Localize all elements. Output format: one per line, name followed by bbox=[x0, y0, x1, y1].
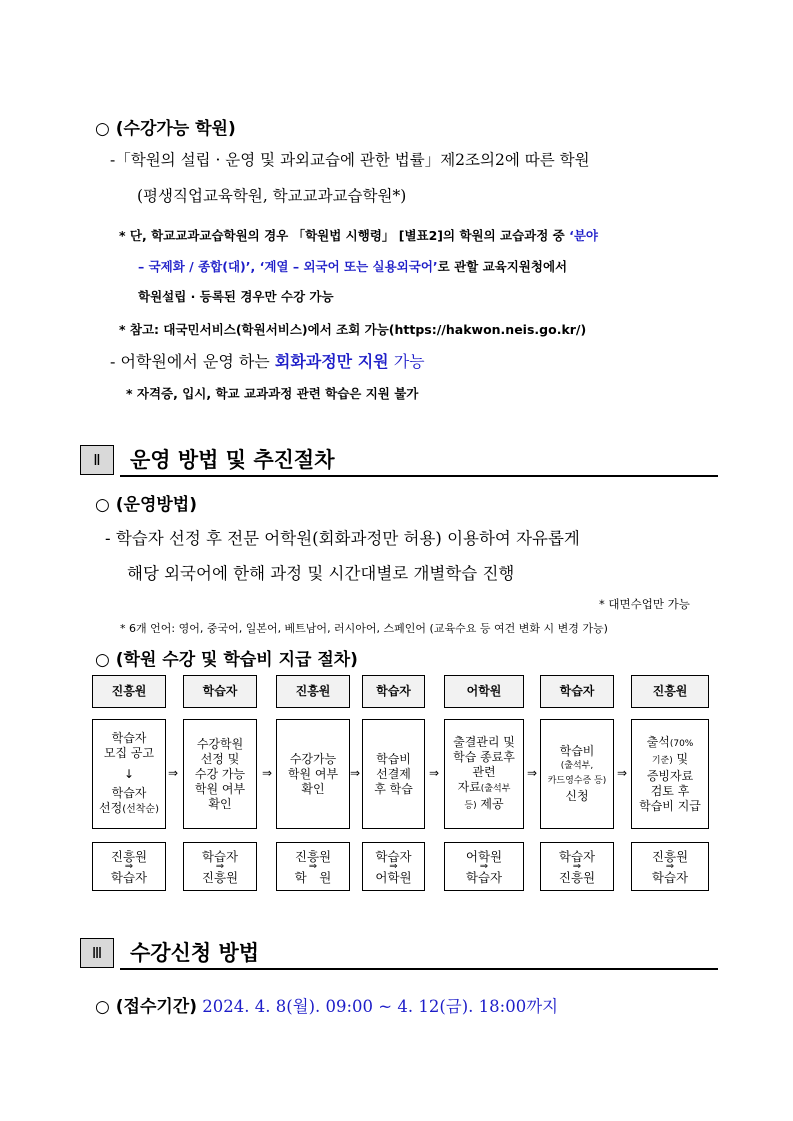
flow-header-5: 어학원 bbox=[444, 675, 524, 708]
note-academy-restriction-line3: 학원설립 · 등록된 경우만 수강 가능 bbox=[138, 289, 334, 304]
flow-route-6: 학습자 ⇒ 진흥원 bbox=[540, 842, 614, 891]
step7-line: 출석(70% bbox=[646, 734, 694, 749]
section-2-number: Ⅱ bbox=[80, 445, 114, 475]
flow-header-7: 진흥원 bbox=[631, 675, 709, 708]
flow-arrow-icon: ⇒ bbox=[215, 860, 225, 872]
flow-route-7: 진흥원 ⇒ 학습자 bbox=[631, 842, 709, 891]
lang-pre: - 어학원에서 운영 하는 bbox=[110, 352, 275, 371]
step3-line: 확인 bbox=[301, 781, 325, 796]
language-school-note: * 자격증, 입시, 학교 교과과정 관련 학습은 지원 불가 bbox=[126, 386, 419, 401]
section-2-title: 운영 방법 및 추진절차 bbox=[130, 448, 335, 472]
step4-line: 학습비 bbox=[376, 751, 411, 766]
law-line-1: -「학원의 설립 · 운영 및 과외교습에 관한 법률」제2조의2에 따른 학원 bbox=[110, 151, 590, 169]
method-line-2: 해당 외국어에 한해 과정 및 시간대별로 개별학습 진행 bbox=[127, 564, 515, 583]
flow-arrow-icon: ⇒ bbox=[479, 860, 489, 872]
period-heading: ○ (접수기간) bbox=[95, 997, 197, 1017]
language-school-line bbox=[110, 349, 425, 372]
flow-arrow-icon: ⇒ bbox=[617, 766, 628, 780]
flow-arrow-icon: ⇒ bbox=[665, 860, 675, 872]
method-line-1: - 학습자 선정 후 전문 어학원(회화과정만 허용) 이용하여 자유롭게 bbox=[105, 529, 580, 548]
flow-arrow-icon: ⇒ bbox=[168, 766, 179, 780]
flow-header-6: 학습자 bbox=[540, 675, 614, 708]
flow-header-2: 학습자 bbox=[183, 675, 257, 708]
step2-line: 수강학원 bbox=[196, 736, 244, 751]
flow-route-2: 학습자 ⇒ 진흥원 bbox=[183, 842, 257, 891]
academies-heading: ○ (수강가능 학원) bbox=[95, 119, 236, 139]
flow-arrow-icon: ⇒ bbox=[350, 766, 361, 780]
flow-arrow-icon: ⇒ bbox=[389, 860, 398, 872]
step7-line: 증빙자료 bbox=[646, 768, 694, 783]
flow-route-4: 학습자 ⇒ 어학원 bbox=[362, 842, 425, 891]
step5-line: 자료(출석부 bbox=[457, 779, 511, 794]
step1-c: 학습자 bbox=[111, 786, 147, 800]
flow-route-3: 진흥원 ⇒ 학 원 bbox=[276, 842, 350, 891]
flow-route-1: 진흥원 ⇒ 학습자 bbox=[92, 842, 166, 891]
flow-arrow-icon: ⇒ bbox=[124, 860, 134, 872]
application-period bbox=[95, 992, 558, 1017]
step3-line: 학원 여부 bbox=[287, 766, 339, 781]
step2-line: 선정 및 bbox=[200, 751, 240, 766]
down-arrow-icon: ↓ bbox=[123, 767, 135, 781]
section-3-rule bbox=[120, 968, 718, 970]
law-line-2: (평생직업교육학원, 학교교과교습학원*) bbox=[137, 187, 407, 205]
flow-step-5 bbox=[444, 719, 524, 829]
flow-step-7 bbox=[631, 719, 709, 829]
step4-line: 선결제 bbox=[376, 766, 411, 781]
step1-b: 모집 공고 bbox=[103, 746, 155, 760]
step1-d: 선정(선착순) bbox=[99, 801, 159, 815]
note1-blue-1: ‘분야 bbox=[569, 228, 599, 243]
note-in-person: * 대면수업만 가능 bbox=[599, 597, 690, 611]
flow-arrow-icon: ⇒ bbox=[527, 766, 538, 780]
flow-arrow-icon: ⇒ bbox=[572, 860, 582, 872]
step7-line: 학습비 지급 bbox=[639, 798, 701, 813]
lang-post: 가능 bbox=[388, 352, 425, 371]
step6-line: 카드영수증 등) bbox=[547, 776, 607, 786]
note-academy-restriction-line1 bbox=[119, 226, 598, 244]
step1-a: 학습자 bbox=[111, 731, 147, 745]
flow-step-1 bbox=[92, 719, 166, 829]
section-2-rule bbox=[120, 475, 718, 477]
flow-arrow-icon: ⇒ bbox=[308, 860, 318, 872]
step2-line: 확인 bbox=[208, 796, 232, 811]
flow-header-1: 진흥원 bbox=[92, 675, 166, 708]
step6-line: 학습비 bbox=[559, 744, 595, 758]
flow-header-3: 진흥원 bbox=[276, 675, 350, 708]
step5-line: 등) 제공 bbox=[464, 796, 504, 811]
step6-line: (출석부, bbox=[560, 761, 594, 771]
note-academy-restriction-line2 bbox=[138, 257, 567, 275]
flow-step-4 bbox=[362, 719, 425, 829]
flow-header-4: 학습자 bbox=[362, 675, 425, 708]
note1-line2-blue: – 국제화 / 종합(대)’, ‘계열 – 외국어 또는 실용외국어’ bbox=[138, 259, 438, 274]
step5-line: 관련 bbox=[472, 764, 496, 779]
step6-line: 신청 bbox=[565, 789, 589, 803]
note1-pre: * 단, 학교교과교습학원의 경우 「학원법 시행령」 [별표2]의 학원의 교습과정 중 bbox=[119, 228, 570, 243]
method-heading: ○ (운영방법) bbox=[95, 495, 197, 515]
flow-step-2 bbox=[183, 719, 257, 829]
lang-emphasis: 회화과정만 지원 bbox=[274, 352, 389, 371]
flow-step-6 bbox=[540, 719, 614, 829]
section-3-title: 수강신청 방법 bbox=[130, 941, 260, 965]
period-value: 2024. 4. 8(월). 09:00 ~ 4. 12(금). 18:00까지 bbox=[196, 997, 559, 1016]
note-languages: * 6개 언어: 영어, 중국어, 일본어, 베트남어, 러시아어, 스페인어 (교육수요 등 여건 변화 시 변경 가능) bbox=[120, 622, 608, 635]
flow-route-5: 어학원 ⇒ 학습자 bbox=[444, 842, 524, 891]
step3-line: 수강가능 bbox=[289, 751, 337, 766]
flow-arrow-icon: ⇒ bbox=[262, 766, 273, 780]
step7-line: 기준) 및 bbox=[651, 751, 689, 766]
step4-line: 후 학습 bbox=[374, 781, 413, 796]
section-3-number: Ⅲ bbox=[80, 938, 114, 968]
note-reference-site: * 참고: 대국민서비스(학원서비스)에서 조회 가능(https://hakwon.neis.go.kr/) bbox=[119, 322, 587, 337]
step5-line: 출결관리 및 bbox=[453, 734, 515, 749]
process-heading: ○ (학원 수강 및 학습비 지급 절차) bbox=[95, 650, 358, 670]
step7-line: 검토 후 bbox=[650, 783, 690, 798]
step2-line: 학원 여부 bbox=[194, 781, 246, 796]
note1-line2-post: 로 관할 교육지원청에서 bbox=[437, 259, 568, 274]
flow-arrow-icon: ⇒ bbox=[429, 766, 440, 780]
step2-line: 수강 가능 bbox=[194, 766, 246, 781]
step5-line: 학습 종료후 bbox=[453, 749, 515, 764]
flow-step-3 bbox=[276, 719, 350, 829]
